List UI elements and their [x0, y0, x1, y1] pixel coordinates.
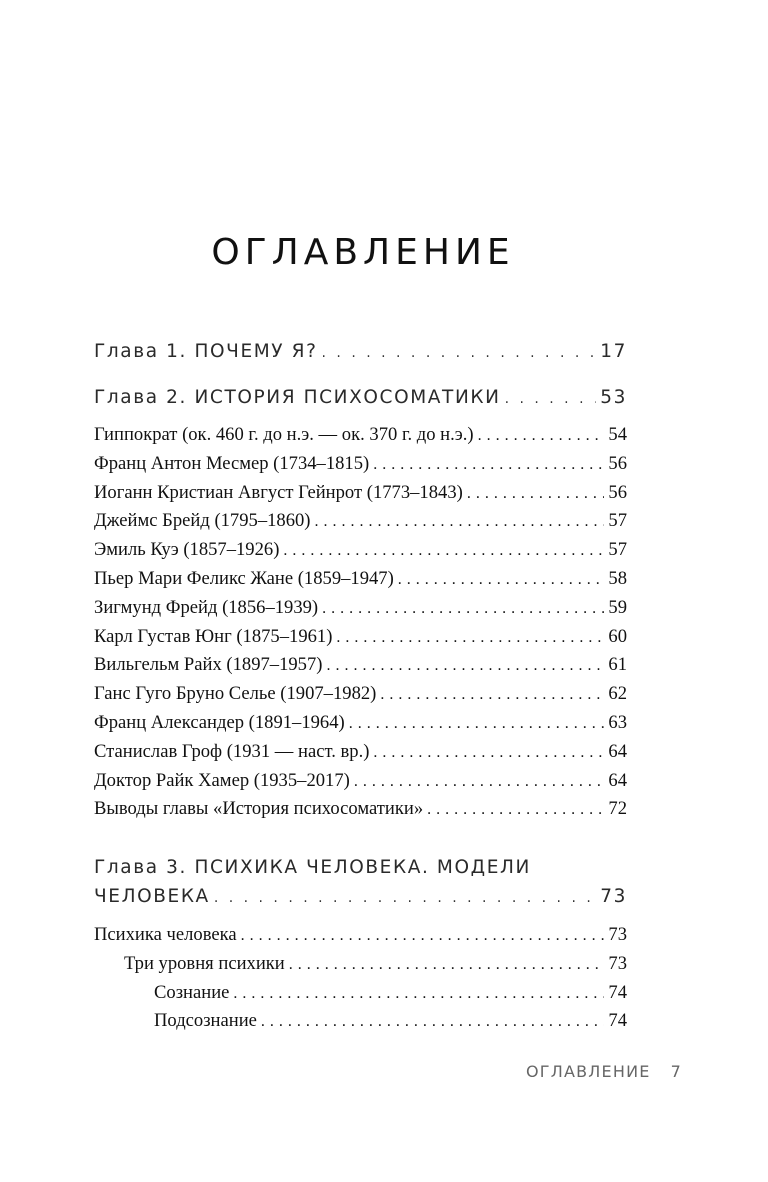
- dot-leader: [322, 339, 597, 368]
- entry-title: Психика человека: [94, 924, 237, 945]
- entry-title: Ганс Гуго Бруно Селье (1907–1982): [94, 683, 377, 705]
- toc-entry[interactable]: [94, 979, 627, 1008]
- dot-leader: [478, 422, 605, 451]
- page-number: 74: [608, 981, 627, 1003]
- page-number: 56: [608, 452, 627, 474]
- toc-entry[interactable]: [94, 767, 627, 796]
- toc-entry[interactable]: [94, 1007, 627, 1036]
- toc-chapter-2: [94, 383, 627, 412]
- toc-entry[interactable]: [94, 651, 627, 680]
- page-number: 62: [608, 683, 627, 705]
- toc-entry[interactable]: [94, 450, 627, 479]
- dot-leader: [427, 796, 604, 825]
- toc-entry[interactable]: [94, 795, 627, 824]
- page-number: 54: [608, 424, 627, 445]
- dot-leader: [398, 566, 605, 595]
- page-number: 59: [608, 596, 627, 618]
- toc-entry[interactable]: [94, 623, 627, 652]
- dot-leader: [326, 652, 604, 681]
- running-footer: [526, 1060, 686, 1084]
- toc-entry[interactable]: [94, 921, 627, 950]
- dot-leader: [467, 480, 605, 509]
- page-number: 53: [600, 387, 627, 408]
- entry-title: Эмиль Куэ (1857–1926): [94, 539, 280, 561]
- toc-chapter-1: [94, 337, 627, 366]
- entry-title: Иоганн Кристиан Август Гейнрот (1773–1843): [94, 481, 463, 503]
- chapter-label: Глава 2. ИСТОРИЯ ПСИХОСОМАТИКИ: [94, 387, 501, 408]
- toc-entry[interactable]: [94, 479, 627, 508]
- toc-chapter-row[interactable]: [94, 337, 627, 366]
- toc-entry[interactable]: [94, 565, 627, 594]
- toc-entry[interactable]: [94, 709, 627, 738]
- page-number: 61: [608, 654, 627, 676]
- dot-leader: [354, 768, 605, 797]
- entry-title: Три уровня психики: [124, 952, 285, 974]
- dot-leader: [373, 739, 604, 768]
- toc-entry[interactable]: [94, 950, 627, 979]
- entry-title: Станислав Гроф (1931 — наст. вр.): [94, 740, 370, 762]
- chapter-label-line-1[interactable]: Глава 3. ПСИХИКА ЧЕЛОВЕКА. МОДЕЛИ: [94, 857, 531, 878]
- entry-title: Выводы главы «История психосоматики»: [94, 798, 424, 820]
- page-number: 17: [600, 341, 627, 362]
- page-number: 63: [608, 711, 627, 733]
- dot-leader: [289, 951, 605, 980]
- entry-title: Карл Густав Юнг (1875–1961): [94, 625, 333, 647]
- dot-leader: [283, 537, 604, 566]
- page-number: 73: [600, 886, 627, 907]
- page-number: 57: [608, 510, 627, 532]
- page-number: 73: [608, 924, 627, 945]
- toc-entry[interactable]: [94, 536, 627, 565]
- entry-title: Франц Антон Месмер (1734–1815): [94, 452, 370, 474]
- dot-leader: [322, 595, 604, 624]
- dot-leader: [214, 884, 596, 913]
- toc-chapter-row[interactable]: [94, 383, 627, 412]
- toc-chapter-3: [94, 853, 627, 911]
- dot-leader: [241, 922, 605, 951]
- entry-title: Джеймс Брейд (1795–1860): [94, 510, 311, 532]
- toc-chapter-2-entries: [94, 421, 627, 824]
- page-number: 73: [608, 952, 627, 974]
- page-number: 64: [608, 740, 627, 762]
- toc-entry[interactable]: [94, 507, 627, 536]
- page-number: 64: [608, 769, 627, 791]
- folio-page-number: 7: [670, 1062, 681, 1081]
- toc-chapter-row[interactable]: [94, 882, 627, 911]
- toc-entry[interactable]: [94, 680, 627, 709]
- toc-entry[interactable]: [94, 421, 627, 450]
- page-number: 60: [608, 625, 627, 647]
- toc-entry[interactable]: [94, 738, 627, 767]
- entry-title: Пьер Мари Феликс Жане (1859–1947): [94, 567, 394, 589]
- dot-leader: [349, 710, 605, 739]
- page-number: 56: [608, 481, 627, 503]
- entry-title: Франц Александер (1891–1964): [94, 711, 345, 733]
- page-number: 74: [608, 1010, 627, 1032]
- toc-chapter-3-entries: [94, 921, 627, 1036]
- dot-leader: [336, 624, 604, 653]
- chapter-label: Глава 1. ПОЧЕМУ Я?: [94, 341, 318, 362]
- page-number: 58: [608, 567, 627, 589]
- page-number: 72: [608, 798, 627, 820]
- dot-leader: [505, 385, 597, 414]
- dot-leader: [373, 451, 604, 480]
- chapter-label-line-2: ЧЕЛОВЕКА: [94, 886, 210, 907]
- running-head: ОГЛАВЛЕНИЕ: [526, 1062, 651, 1081]
- entry-title: Подсознание: [154, 1010, 257, 1032]
- entry-title: Доктор Райк Хамер (1935–2017): [94, 769, 350, 791]
- dot-leader: [380, 681, 604, 710]
- entry-title: Зигмунд Фрейд (1856–1939): [94, 596, 319, 618]
- entry-title: Сознание: [154, 981, 230, 1003]
- toc-entry[interactable]: [94, 594, 627, 623]
- page-title: ОГЛАВЛЕНИЕ: [211, 232, 515, 273]
- page-number: 57: [608, 539, 627, 561]
- dot-leader: [261, 1008, 605, 1037]
- entry-title: Вильгельм Райх (1897–1957): [94, 654, 323, 676]
- dot-leader: [233, 980, 604, 1009]
- dot-leader: [315, 508, 605, 537]
- entry-title: Гиппократ (ок. 460 г. до н.э. — ок. 370 г. до н.э.): [94, 424, 474, 445]
